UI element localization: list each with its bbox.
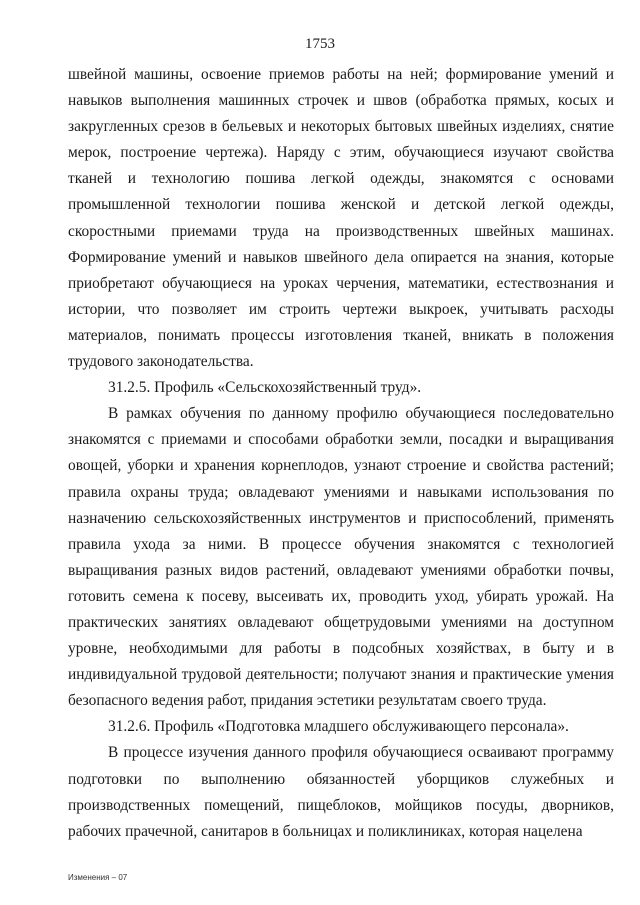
paragraph-service-staff: В процессе изучения данного профиля обучающиеся осваивают программу подготовки по выполнению обязанностей уборщиков служебных и производственных помещений, пищеблоков, мойщиков посуды, дворников, рабочих прачечной, санитаров в больницах и поликлиниках, которая нацелена <box>68 744 614 840</box>
paragraph-agricultural: В рамках обучения по данному профилю обучающиеся последовательно знакомятся с приемами и способами обработки земли, посадки и выращивания овощей, уборки и хранения корнеплодов, узнают строение и свойства растений; правила охраны труда; овладевают умениями и навыками использования по назначению сельскохозяйственных инструментов и приспособлений, применять правила ухода за ними. В процессе обучения знакомятся с технологией выращивания разных видов растений, овладевают умениями обработки почвы, готовить семена к посеву, высеивать их, проводить уход, убирать урожай. На практических занятиях овладевают общетрудовыми умениями на доступном уровне, необходимыми для работы в подсобных хозяйствах, в быту и в индивидуальной трудовой деятельности; получают знания и практические умения безопасного ведения работ, придания эстетики результатам своего труда. <box>68 405 614 710</box>
paragraph-sewing-continued: швейной машины, освоение приемов работы на ней; формирование умений и навыков выполнения машинных строчек и швов (обработка прямых, косых и закругленных срезов в бельевых и некоторых бытовых швейных изделиях, снятие мерок, построение чертежа). Наряду с этим, обучающиеся изучают свойства тканей и технологию пошива легкой одежды, знакомятся с основами промышленной технологии пошива женской и детской легкой одежды, скоростными приемами труда на производственных швейных машинах. Формирование умений и навыков швейного дела опирается на знания, которые приобретают обучающиеся на уроках черчения, математики, естествознания и истории, что позволяет им строить чертежи выкроек, учитывать расходы материалов, понимать процессы изготовления тканей, вникать в положения трудового законодательства. <box>68 66 614 371</box>
heading-profile-agricultural: 31.2.5. Профиль «Сельскохозяйственный труд». <box>108 379 422 397</box>
page-number: 1753 <box>305 36 335 52</box>
body-text <box>68 62 614 845</box>
heading-profile-service-staff: 31.2.6. Профиль «Подготовка младшего обслуживающего персонала». <box>108 718 569 736</box>
footer-revision-note: Изменения – 07 <box>68 873 128 882</box>
